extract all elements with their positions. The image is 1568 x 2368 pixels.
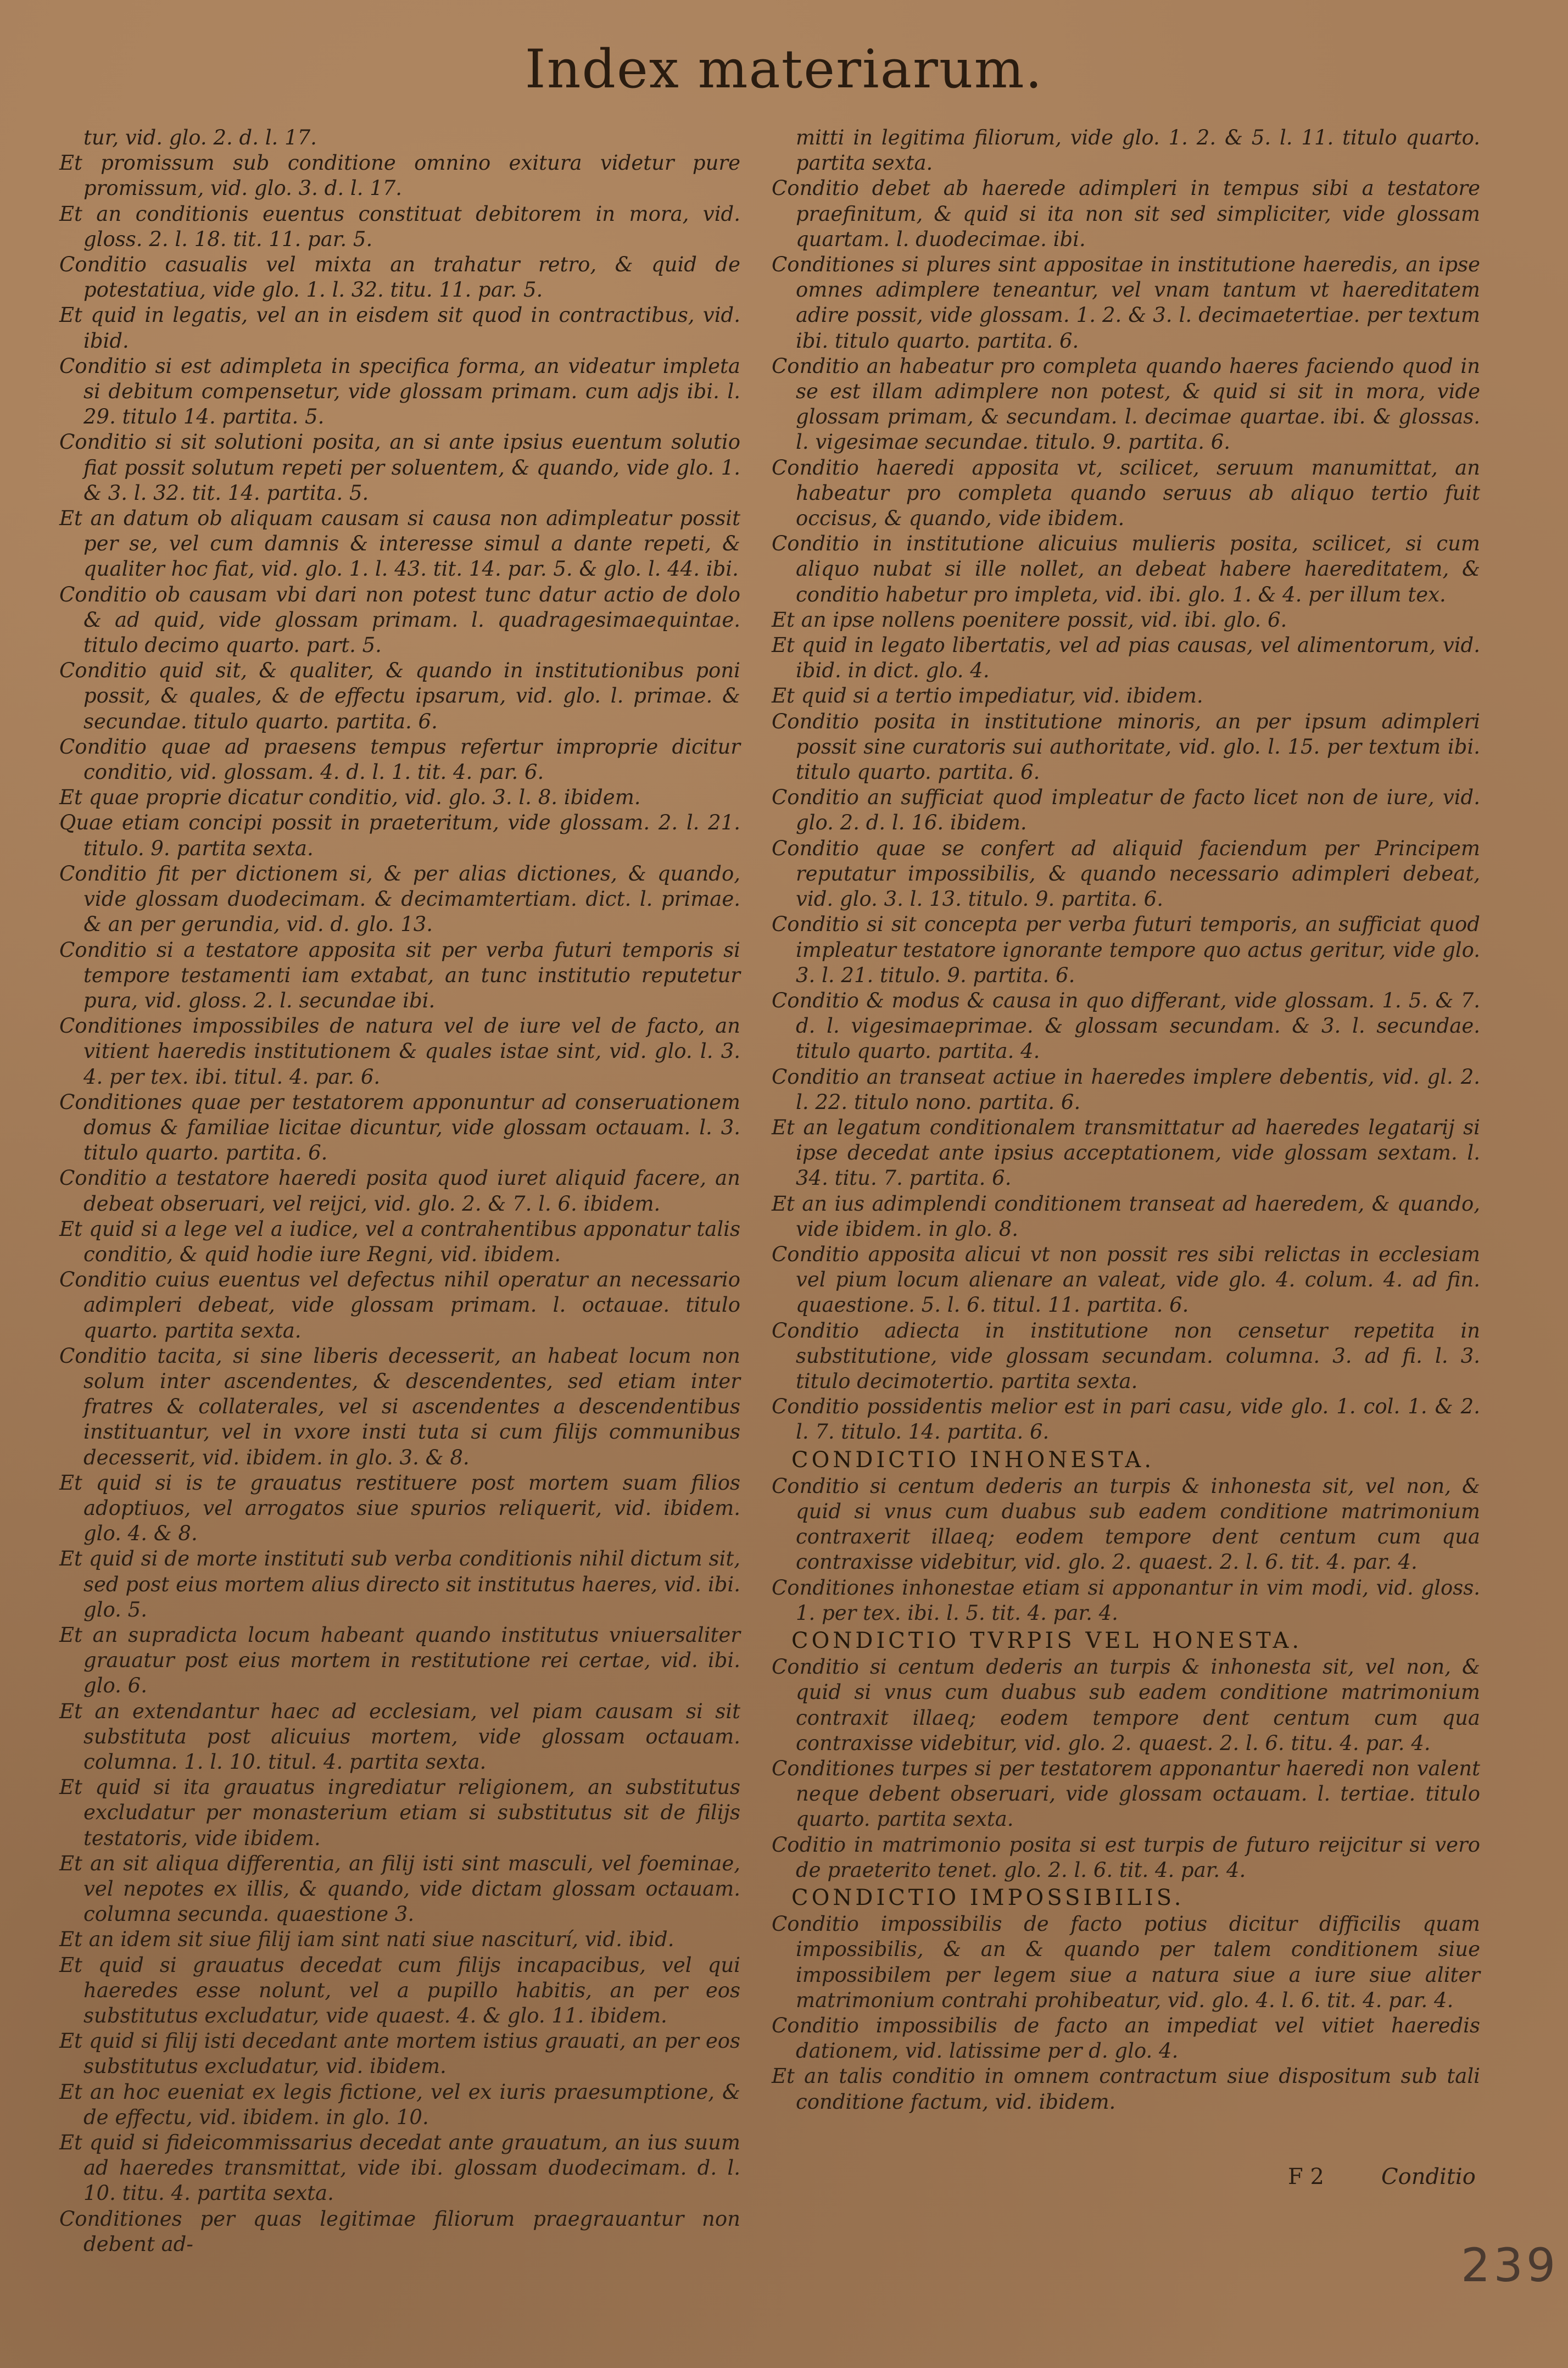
index-entry: Conditio quae se confert ad aliquid faciendum per Principem reputatur impossibilis, & quando necessario adimpleri debeat, vid. glo. 3. l. 13. titulo. 9. partita. 6. <box>772 836 1480 911</box>
index-entry: Et quae proprie dicatur conditio, vid. glo. 3. l. 8. ibidem. <box>59 785 641 810</box>
index-entry: Conditiones inhonestae etiam si apponantur in vim modi, vid. gloss. 1. per tex. ibi. l. 5. tit. 4. par. 4. <box>772 1575 1480 1625</box>
index-entry: Conditio & modus & causa in quo differant, vide glossam. 1. 5. & 7. d. l. vigesimaeprimae. & glossam secundam. & 3. l. secundae. titulo quarto. partita. 4. <box>772 988 1480 1063</box>
index-entry: Conditio cuius euentus vel defectus nihil operatur an necessario adimpleri debeat, vide glossam primam. l. octauae. titulo quarto. partita sexta. <box>59 1268 740 1342</box>
index-entry: Conditiones turpes si per testatorem apponantur haeredi non valent neque debent obseruari, vide glossam octauam. l. tertiae. titulo quarto. partita sexta. <box>772 1757 1480 1831</box>
index-entry: Et an supradicta locum habeant quando institutus vniuersaliter grauatur post eius mortem in restitutione rei certae, vid. ibi. glo. 6. <box>59 1623 740 1698</box>
index-entry: Conditio quae ad praesens tempus refertur improprie dicitur conditio, vid. glossam. 4. d. l. 1. tit. 4. par. 6. <box>59 734 740 784</box>
index-entry: Et quid si filij isti decedant ante mortem istius grauati, an per eos substitutus excludatur, vid. ibidem. <box>59 2029 740 2079</box>
index-entry: Conditio casualis vel mixta an trahatur retro, & quid de potestatiua, vide glo. 1. l. 32. titu. 11. par. 5. <box>59 253 740 302</box>
index-entry: Conditio impossibilis de facto an impediat vel vitiet haeredis dationem, vid. latissime per d. glo. 4. <box>772 2014 1480 2063</box>
index-entry: tur, vid. glo. 2. d. l. 17. <box>83 126 317 149</box>
index-entry: Et quid si fideicommissarius decedat ante grauatum, an ius suum ad haeredes transmittat, vide ibi. glossam duodecimam. d. l. 10. titu. 4. partita sexta. <box>59 2131 740 2205</box>
section-heading: CONDICTIO TVRPIS VEL HONESTA. <box>791 1628 1303 1653</box>
page-title: Index materiarum. <box>524 38 1044 100</box>
index-entry: Et an sit aliqua differentia, an filij isti sint masculi, vel foeminae, vel nepotes ex illis, & quando, vide dictam glossam octauam. columna secunda. quaestione 3. <box>59 1851 740 1926</box>
index-entry: Et an ius adimplendi conditionem transeat ad haeredem, & quando, vide ibidem. in glo. 8. <box>772 1191 1480 1241</box>
index-entry: Et an extendantur haec ad ecclesiam, vel piam causam si sit substituta post alicuius mortem, vide glossam octauam. columna. 1. l. 10. titul. 4. partita sexta. <box>59 1699 740 1774</box>
index-entry: Et promissum sub conditione omnino exitura videtur pure promissum, vid. glo. 3. d. l. 17. <box>59 151 740 200</box>
index-entry: Conditio tacita, si sine liberis decesserit, an habeat locum non solum inter ascendentes, & descendentes, sed etiam inter fratres & collaterales, vel si ascendentes a descendentibus instituantur, vel in vxore insti tuta si cum filijs communibus decesserit, vid. ibidem. in glo. 3. & 8. <box>59 1344 740 1469</box>
index-entry: Conditio impossibilis de facto potius dicitur difficilis quam impossibilis, & an & quando per talem conditionem siue impossibilem per legem siue a natura siue a iure siue aliter matrimonium contrahi prohibeatur, vid. glo. 4. l. 6. tit. 4. par. 4. <box>772 1912 1480 2012</box>
index-entry: Conditio posita in institutione minoris, an per ipsum adimpleri possit sine curatoris sui authoritate, vid. glo. l. 15. per textum ibi. titulo quarto. partita. 6. <box>772 709 1480 784</box>
index-entry: Et an datum ob aliquam causam si causa non adimpleatur possit per se, vel cum damnis & interesse simul a dante repeti, & qualiter hoc fiat, vid. glo. 1. l. 43. tit. 14. par. 5. & glo. l. 44. ibi. <box>59 506 740 581</box>
index-entry: Et an idem sit siue filij iam sint nati siue nasciturí, vid. ibid. <box>59 1927 674 1952</box>
index-entry: Conditio si centum dederis an turpis & inhonesta sit, vel non, & quid si vnus cum duabus sub eadem conditione matrimonium contraxerit illaeq; eodem tempore dent centum cum qua contraxisse videbitur, vid. glo. 2. quaest. 2. l. 6. tit. 4. par. 4. <box>772 1474 1480 1574</box>
index-entry: Et quid si a tertio impediatur, vid. ibidem. <box>772 684 1203 708</box>
index-entry: Et quid si grauatus decedat cum filijs incapacibus, vel qui haeredes esse nolunt, vel a pupillo habitis, an per eos substitutus excludatur, vide quaest. 4. & glo. 11. ibidem. <box>59 1953 740 2028</box>
index-entry: Conditiones si plures sint appositae in institutione haeredis, an ipse omnes adimplere teneantur, vel vnam tantum vt haereditatem adire possit, vide glossam. 1. 2. & 3. l. decimaetertiae. per textum ibi. titulo quarto. partita. 6. <box>772 253 1480 353</box>
index-entry: Coditio in matrimonio posita si est turpis de futuro reijcitur si vero de praeterito tenet. glo. 2. l. 6. tit. 4. par. 4. <box>772 1832 1480 1882</box>
index-entry: Conditio ob causam vbi dari non potest tunc datur actio de dolo & ad quid, vide glossam primam. l. quadragesimaequintae. titulo decimo quarto. part. 5. <box>59 582 740 658</box>
index-entry: Et quid si de morte instituti sub verba conditionis nihil dictum sit, sed post eius mortem alius directo sit institutus haeres, vid. ibi. glo. 5. <box>59 1547 740 1622</box>
index-entry: Conditio adiecta in institutione non censetur repetita in substitutione, vide glossam secundam. columna. 3. ad fi. l. 3. titulo decimotertio. partita sexta. <box>772 1318 1480 1393</box>
index-entry: Conditio a testatore haeredi posita quod iuret aliquid facere, an debeat obseruari, vel reijci, vid. glo. 2. & 7. l. 6. ibidem. <box>59 1166 740 1216</box>
index-entry: Et quid si is te grauatus restituere post mortem suam filios adoptiuos, vel arrogatos siue spurios reliquerit, vid. ibidem. glo. 4. & 8. <box>59 1470 740 1546</box>
index-entry: Conditio apposita alicui vt non possit res sibi relictas in ecclesiam vel pium locum alienare an valeat, vide glo. 4. colum. 4. ad fin. quaestione. 5. l. 6. titul. 11. partita. 6. <box>772 1242 1480 1317</box>
index-entry: Conditio si sit concepta per verba futuri temporis, an sufficiat quod impleatur testatore ignorante tempore quo actus geritur, vide glo. 3. l. 21. titulo. 9. partita. 6. <box>772 912 1480 987</box>
index-entry: Conditio si est adimpleta in specifica forma, an videatur impleta si debitum compensetur, vide glossam primam. cum adjs ibi. l. 29. titulo 14. partita. 5. <box>59 354 740 429</box>
index-entry: Conditio an transeat actiue in haeredes implere debentis, vid. gl. 2. l. 22. titulo nono. partita. 6. <box>772 1065 1480 1114</box>
index-entry: Conditiones quae per testatorem apponuntur ad conseruationem domus & familiae licitae dicuntur, vide glossam octauam. l. 3. titulo quarto. partita. 6. <box>59 1090 740 1165</box>
index-entry: Et an legatum conditionalem transmittatur ad haeredes legatarij si ipse decedat ante ipsius acceptationem, vide glossam sextam. l. 34. titu. 7. partita. 6. <box>772 1115 1480 1190</box>
index-entry: Conditio in institutione alicuius mulieris posita, scilicet, si cum aliquo nubat si ille nollet, an debeat habere haereditatem, & conditio habetur pro impleta, vid. ibi. glo. 1. & 4. per illum tex. <box>772 532 1480 606</box>
index-entry: Et quid si a lege vel a iudice, vel a contrahentibus apponatur talis conditio, & quid hodie iure Regni, vid. ibidem. <box>59 1217 740 1266</box>
index-entry: Conditio an habeatur pro completa quando haeres faciendo quod in se est illam adimplere non potest, & quid si sit in mora, vide glossam primam, & secundam. l. decimae quartae. ibi. & glossas. l. vigesimae secundae. titulo. 9. partita. 6. <box>772 354 1480 454</box>
index-entry: Conditio haeredi apposita vt, scilicet, seruum manumittat, an habeatur pro completa quando seruus ab aliquo tertio fuit occisus, & quando, vide ibidem. <box>772 455 1480 531</box>
index-entry: Et an talis conditio in omnem contractum siue dispositum sub tali conditione factum, vid. ibidem. <box>772 2064 1480 2114</box>
section-heading: CONDICTIO INHONESTA. <box>791 1447 1155 1473</box>
index-entry: Et quid in legatis, vel an in eisdem sit quod in contractibus, vid. ibid. <box>59 303 740 353</box>
index-entry: Conditio si sit solutioni posita, an si ante ipsius euentum solutio fiat possit solutum repeti per soluentem, & quando, vide glo. 1. & 3. l. 32. tit. 14. partita. 5. <box>59 430 740 505</box>
index-entry: Et an conditionis euentus constituat debitorem in mora, vid. gloss. 2. l. 18. tit. 11. par. 5. <box>59 202 740 251</box>
left-column <box>59 125 740 2256</box>
signature-mark: F 2 <box>1288 2164 1324 2189</box>
folio-number: 239 <box>1461 2238 1559 2292</box>
catchword: Conditio <box>1381 2164 1476 2189</box>
index-entry: Conditio possidentis melior est in pari casu, vide glo. 1. col. 1. & 2. l. 7. titulo. 14. partita. 6. <box>772 1395 1480 1444</box>
index-entry: Conditiones impossibiles de natura vel de iure vel de facto, an vitient haeredis institutionem & quales istae sint, vid. glo. l. 3. 4. per tex. ibi. titul. 4. par. 6. <box>59 1014 740 1089</box>
index-entry: Conditio an sufficiat quod impleatur de facto licet non de iure, vid. glo. 2. d. l. 16. ibidem. <box>772 785 1480 835</box>
index-entry: Conditio quid sit, & qualiter, & quando in institutionibus poni possit, & quales, & de effectu ipsarum, vid. glo. l. primae. & secundae. titulo quarto. partita. 6. <box>59 659 740 733</box>
index-entry: Conditiones per quas legitimae filiorum praegrauantur non debent ad- <box>59 2207 740 2256</box>
index-entry: Et an ipse nollens poenitere possit, vid. ibi. glo. 6. <box>772 608 1287 632</box>
index-entry: Conditio si a testatore apposita sit per verba futuri temporis si tempore testamenti iam extabat, an tunc institutio reputetur pura, vid. gloss. 2. l. secundae ibi. <box>59 938 740 1012</box>
index-entry: mitti in legitima filiorum, vide glo. 1. 2. & 5. l. 11. titulo quarto. partita sexta. <box>796 126 1480 175</box>
section-heading: CONDICTIO IMPOSSIBILIS. <box>791 1885 1185 1911</box>
index-entry: Et quid si ita grauatus ingrediatur religionem, an substitutus excludatur per monasterium etiam si substitutus sit de filijs testatoris, vide ibidem. <box>59 1775 740 1850</box>
index-entry: Quae etiam concipi possit in praeteritum, vide glossam. 2. l. 21. titulo. 9. partita sexta. <box>59 811 740 860</box>
right-column <box>772 125 1480 2202</box>
index-entry: Conditio si centum dederis an turpis & inhonesta sit, vel non, & quid si vnus cum duabus sub eadem conditione matrimonium contraxit illaeq; eodem tempore dent centum cum qua contraxisse videbitur, vid. glo. 2. quaest. 2. l. 6. titu. 4. par. 4. <box>772 1655 1480 1755</box>
index-entry: Conditio debet ab haerede adimpleri in tempus sibi a testatore praefinitum, & quid si ita non sit sed simpliciter, vide glossam quartam. l. duodecimae. ibi. <box>772 176 1480 251</box>
index-entry: Et quid in legato libertatis, vel ad pias causas, vel alimentorum, vid. ibid. in dict. glo. 4. <box>772 633 1480 683</box>
index-entry: Et an hoc eueniat ex legis fictione, vel ex iuris praesumptione, & de effectu, vid. ibidem. in glo. 10. <box>59 2080 740 2129</box>
index-entry: Conditio fit per dictionem si, & per alias dictiones, & quando, vide glossam duodecimam. & decimamtertiam. dict. l. primae. & an per gerundia, vid. d. glo. 13. <box>59 861 740 937</box>
